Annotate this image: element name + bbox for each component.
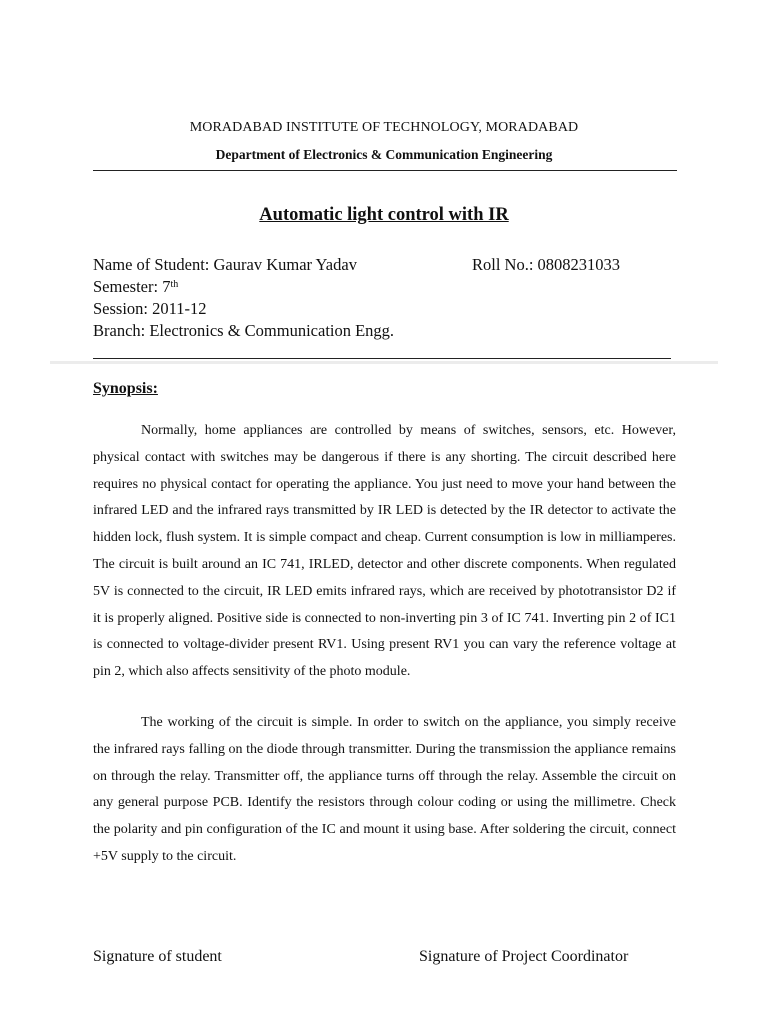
branch: Branch: Electronics & Communication Engg. [93,321,395,340]
synopsis-paragraph-1: Normally, home appliances are controlled by means of switches, sensors, etc. However, physical contact with switches may be dangerous if there is any shorting. The circuit described here requires no physical contact for operating the appliance. You just need to move your hand between the infrared LED and the infrared rays transmitted by IR LED is detected by the IR detector to activate the hidden lock, flush system. It is simple compact and cheap. Current consumption is low in milliamperes. The circuit is built around an IC 741, IRLED, detector and other discrete components. When regulated 5V is connected to the circuit, IR LED emits infrared rays, which are received by phototransistor D2 if it is properly aligned. Positive side is connected to non-inverting pin 3 of IC 741. Inverting pin 2 of IC1 is connected to voltage-divider present RV1. Using present RV1 you can vary the reference voltage at pin 2, which also affects sensitivity of the photo module. [93,423,676,680]
student-name: Name of Student: Gaurav Kumar Yadav [93,255,357,274]
institute-name: MORADABAD INSTITUTE OF TECHNOLOGY, MORADABAD [189,120,579,135]
semester-suffix: th [170,279,179,290]
semester [93,276,178,298]
department-name: Department of Electronics & Communication Engineering [215,147,553,162]
scan-shadow-line [50,361,718,364]
session: Session: 2011-12 [93,299,207,318]
project-title: Automatic light control with IR [259,205,509,225]
info-divider [93,358,671,359]
student-signature-label: Signature of student [93,948,222,965]
coordinator-signature-label: Signature of Project Coordinator [419,948,629,965]
synopsis-paragraph-2: The working of the circuit is simple. In order to switch on the appliance, you simply receive the infrared rays falling on the diode through transmitter. During the transmission the appliance remains on through the relay. Transmitter off, the appliance turns off through the relay. Assemble the circuit on any general purpose PCB. Identify the resistors through colour coding or using the millimetre. Check the polarity and pin configuration of the IC and mount it using base. After soldering the circuit, connect +5V supply to the circuit. [93,715,676,864]
synopsis-heading: Synopsis: [93,380,158,397]
roll-number: Roll No.: 0808231033 [472,255,621,274]
header-divider [93,170,677,171]
semester-label: Semester: 7 [93,277,171,296]
